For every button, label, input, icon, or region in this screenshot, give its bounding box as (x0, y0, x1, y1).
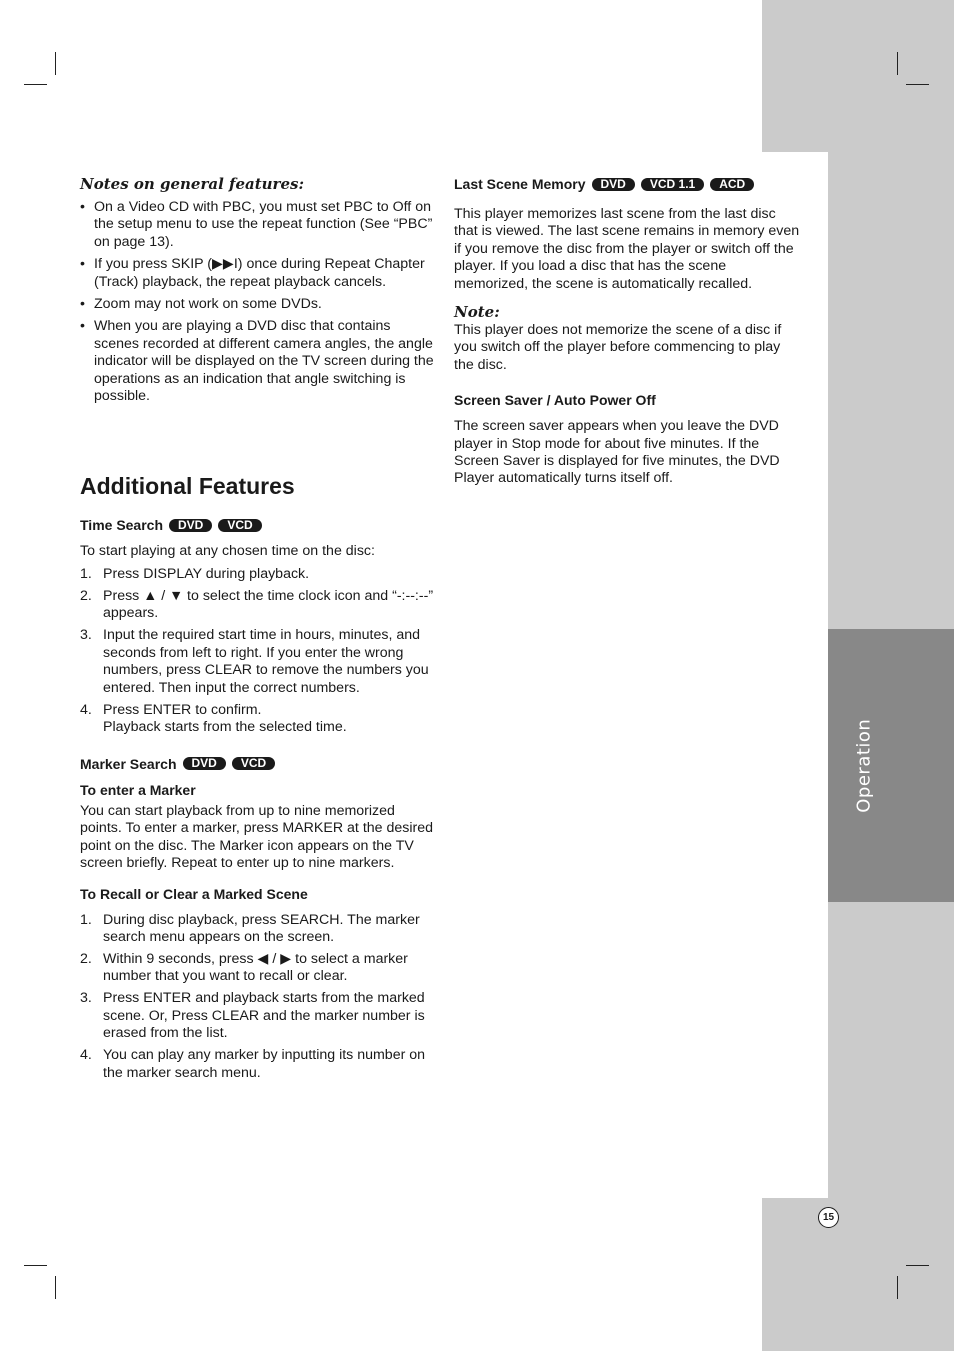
note-text: This player does not memorize the scene of a disc if you switch off the player before commencing to play the disc. (454, 322, 782, 373)
crop-mark (55, 1276, 56, 1299)
step-item (80, 627, 438, 697)
step-number: 3. (80, 627, 92, 644)
step-text: Press ▲ / ▼ to select the time clock icon and “-:--:--” appears. (103, 587, 434, 622)
step-item (80, 951, 438, 986)
notes-item: • When you are playing a DVD disc that contains scenes recorded at different camera angles, the angle indicator will be displayed on the TV screen during the operations as an indication that angle switching is possible. (80, 318, 438, 405)
step-text-continued: Playback starts from the selected time. (103, 718, 347, 735)
crop-mark (906, 1265, 929, 1266)
step-item (80, 1047, 438, 1082)
right-column (454, 175, 800, 488)
marker-steps (80, 912, 438, 1082)
time-search-steps (80, 566, 438, 736)
crop-mark (897, 52, 898, 75)
last-scene-heading (454, 175, 800, 193)
time-search-intro: To start playing at any chosen time on the disc: (80, 543, 375, 560)
marker-search-label: Marker Search (80, 755, 177, 772)
notes-item: • If you press SKIP (▶▶I) once during Repeat Chapter (Track) playback, the repeat playback cancels. (80, 256, 438, 291)
note-heading: Note: (454, 303, 500, 322)
notes-heading: Notes on general features: (80, 175, 304, 193)
disc-badge-vcd: VCD (232, 757, 275, 770)
step-item (80, 990, 438, 1042)
disc-badge-vcd11: VCD 1.1 (641, 178, 704, 191)
step-text: Press ENTER and playback starts from the marked scene. Or, Press CLEAR and the marker number is erased from the list. (103, 990, 425, 1042)
crop-mark (897, 1276, 898, 1299)
last-scene-text: This player memorizes last scene from the last disc that is viewed. The last scene remains in memory even if you remove the disc from the player or switch off the player. If you load a disc that has the scene memorized, the scene is automatically recalled. (454, 206, 800, 292)
enter-marker-heading: To enter a Marker (80, 781, 196, 798)
disc-badge-acd: ACD (710, 178, 754, 191)
disc-badge-dvd: DVD (183, 757, 226, 770)
notes-list (80, 199, 438, 405)
step-number: 2. (80, 587, 92, 604)
crop-mark (24, 84, 47, 85)
marker-search-heading (80, 755, 438, 773)
enter-marker-text: You can start playback from up to nine memorized points. To enter a marker, press MARKER at the desired point on the disc. The Marker icon appears on the TV screen briefly. Repeat to enter up to nine markers. (80, 802, 434, 872)
disc-badge-dvd: DVD (169, 519, 212, 532)
step-number: 1. (80, 565, 92, 582)
time-search-label: Time Search (80, 517, 164, 534)
crop-mark (24, 1265, 47, 1266)
section-tab-label-wrap (828, 629, 900, 902)
step-number: 4. (80, 701, 92, 718)
step-text: Input the required start time in hours, minutes, and seconds from left to right. If you enter the wrong numbers, press CLEAR to remove the numbers you entered. Then input the correct numbers. (103, 627, 429, 696)
section-title: Additional Features (80, 473, 295, 500)
step-text: Press ENTER to confirm. (103, 701, 262, 718)
step-item (80, 588, 438, 623)
time-search-heading (80, 516, 438, 534)
screen-saver-text: The screen saver appears when you leave the DVD player in Stop mode for about five minutes. If the Screen Saver is displayed for five minutes, the DVD Player automatically turns itself off. (454, 418, 780, 487)
step-text: Within 9 seconds, press ◀ / ▶ to select a marker number that you want to recall or clear. (103, 950, 408, 985)
step-number: 4. (80, 1047, 92, 1064)
step-text: Press DISPLAY during playback. (103, 565, 310, 582)
left-column (80, 174, 438, 1087)
notes-item: • Zoom may not work on some DVDs. (80, 296, 438, 313)
step-text: You can play any marker by inputting its number on the marker search menu. (103, 1047, 426, 1081)
disc-badge-dvd: DVD (592, 178, 635, 191)
disc-badge-vcd: VCD (218, 519, 261, 532)
step-number: 3. (80, 990, 92, 1007)
section-tab-label: Operation (853, 718, 875, 813)
step-item (80, 912, 438, 947)
step-text: During disc playback, press SEARCH. The marker search menu appears on the screen. (103, 911, 420, 945)
recall-marker-heading: To Recall or Clear a Marked Scene (80, 885, 308, 902)
crop-mark (55, 52, 56, 75)
screen-saver-heading: Screen Saver / Auto Power Off (454, 392, 656, 409)
notes-item: • On a Video CD with PBC, you must set PBC to Off on the setup menu to use the repeat function (See “PBC” on page 13). (80, 199, 438, 251)
crop-mark (906, 84, 929, 85)
step-number: 2. (80, 950, 92, 967)
step-item (80, 702, 438, 737)
step-number: 1. (80, 911, 92, 928)
page-number: 15 (818, 1207, 839, 1228)
last-scene-label: Last Scene Memory (454, 176, 586, 192)
step-item (80, 566, 438, 583)
